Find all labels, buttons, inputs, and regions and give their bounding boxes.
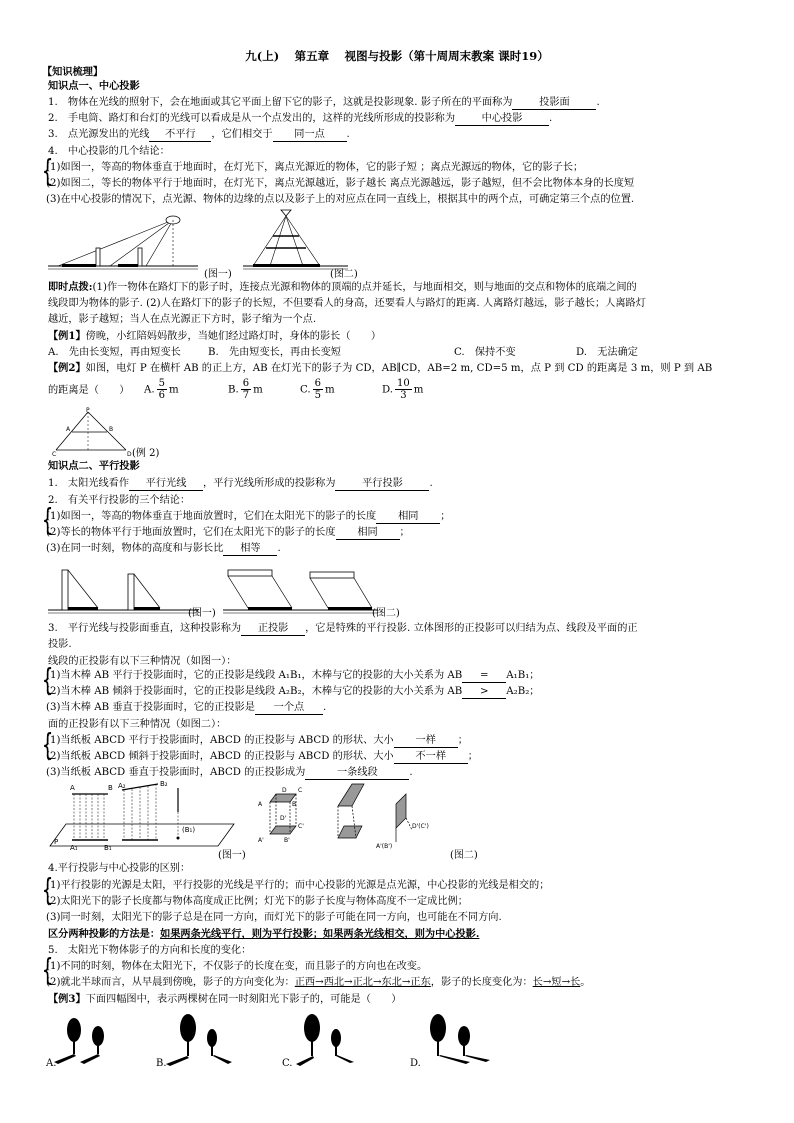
denominator: 6 (158, 390, 165, 401)
answer-blank: 一条线段 (305, 766, 409, 780)
tree-option-d-label: D. (410, 1058, 421, 1069)
kp1-item-4: 4. 中心投影的几个结论： (48, 146, 170, 157)
example-2-question-end: 的距离是（ ） (48, 385, 130, 396)
answer-blank: = (462, 669, 506, 683)
answer-blank: 正投影 (241, 622, 305, 636)
point-label: B (292, 801, 297, 808)
figure-two-caption: (图二) (450, 850, 478, 861)
text: ，影子的长度变化为： (430, 977, 533, 988)
tip-line-2: 线段即为物体的影子. (2)人在路灯下的影子的长短，不但要看人的身高，还要看人与路灯的距离. 人离路灯越远，影子越长；人离路灯 (48, 298, 646, 309)
text: (2)当木棒 AB 倾斜于投影面时，它的正投影是线段 A₂B₂，木棒与它的投影的大小关系为 AB (46, 686, 463, 697)
face-projection-figure (256, 780, 436, 852)
difference-2: (2)太阳光下的影子长度都与物体高度成正比例；灯光下的影子长度与物体高度不一定成比例； (46, 896, 468, 907)
direction-answer: 正西→西北→正北→东北→正东 (294, 977, 431, 988)
text: (3)当纸板 ABCD 垂直于投影面时，ABCD 的正投影成为 (46, 767, 306, 778)
face-title: 面的正投影有以下三种情况（如图二）： (48, 719, 227, 730)
fraction (157, 378, 167, 401)
kp1-item-2 (48, 112, 552, 126)
segment-case-2 (46, 685, 539, 699)
tree-option-c-label: C. (282, 1058, 293, 1069)
punct: ； (440, 511, 451, 522)
point-label: D' (280, 815, 287, 822)
punct: . (596, 97, 600, 108)
text: ，它是特殊的平行投影. 立体图形的正投影可以归结为点、线段及平面的正 (305, 623, 638, 634)
brace-icon: { (41, 953, 54, 988)
point-label: C' (298, 823, 304, 830)
point-label: A' (258, 837, 264, 844)
answer-blank: 平行投影 (335, 477, 429, 491)
kp1-item-1-text: 1. 物体在光线的照射下，会在地面或其它平面上留下它的影子，这就是投影现象. 影子所在的平面称为 (48, 97, 513, 108)
text: (1)当纸板 ABCD 平行于投影面时，ABCD 的正投影与 ABCD 的形状、大小 (46, 735, 394, 746)
length-answer: 长→短→长 (532, 977, 581, 988)
punct: . (322, 702, 327, 713)
figure-two-caption: (图二) (330, 269, 358, 280)
parallel-projection-figures (48, 560, 408, 616)
parallel-conclusion-2 (46, 526, 410, 540)
tree-option-c (296, 1014, 354, 1066)
tip-line-1 (48, 281, 637, 294)
example-2-text: 如图，电灯 P 在横杆 AB 的正上方，AB 在灯光下的影子为 CD，AB∥CD，AB=2 m, CD=5 m，点 P 到 CD 的距离是 3 m，则 P 到 AB (85, 363, 713, 374)
tree-option-a (54, 1018, 104, 1064)
option-letter: B. (228, 384, 239, 396)
kp2-item-1 (48, 477, 433, 491)
option-a: A. 先由长变短，再由短变长 (48, 347, 181, 358)
section-header: 【知识梳理】 (42, 66, 104, 78)
numerator: 6 (314, 378, 322, 389)
brace-icon: { (41, 154, 54, 189)
answer-blank: 中心投影 (455, 112, 549, 126)
text: A₁B₁； (506, 670, 540, 681)
face-case-3 (46, 766, 413, 780)
numerator: 10 (397, 378, 410, 389)
answer-blank: 相等 (223, 542, 277, 556)
answer-blank: 一样 (394, 734, 458, 748)
option-c (300, 378, 335, 401)
segment-case-1 (46, 669, 539, 683)
numerator: 6 (242, 378, 250, 389)
punct: . (277, 543, 281, 554)
example-1-label: 【例1】 (48, 330, 86, 342)
point-label: P (54, 838, 59, 846)
point-label: B₂ (160, 780, 168, 788)
point-label: B (109, 426, 114, 433)
option-b (228, 378, 263, 401)
point-label: C (298, 787, 303, 794)
point-label: C (52, 451, 57, 456)
figure-one-drawing (48, 216, 198, 269)
punct: . (429, 478, 433, 489)
punct: . (409, 767, 413, 778)
brace-icon: { (41, 503, 54, 538)
point-label: A (70, 784, 75, 792)
figure-one-drawing (48, 570, 198, 613)
point-label: A (258, 801, 263, 808)
option-letter: C. (300, 384, 311, 396)
text: A₂B₂； (506, 686, 540, 697)
segment-title: 线段的正投影有以下三种情况（如图一）： (48, 656, 237, 667)
answer-blank: 同一点 (273, 128, 347, 142)
example-3-label: 【例3】 (48, 993, 86, 1005)
answer-blank: 平行光线 (129, 477, 203, 491)
point-label: D (282, 787, 287, 794)
point-label: A (66, 426, 71, 433)
point-label: B₁ (104, 844, 112, 852)
kp2-item-1-text: 1. 太阳光线看作 (48, 478, 130, 489)
punct: 。 (580, 977, 591, 988)
brace-icon: { (41, 663, 54, 698)
figure-two-drawing (243, 210, 348, 269)
point-label: B' (284, 837, 290, 844)
conclusion-1: (1)如图一，等高的物体垂直于地面时，在灯光下，离点光源近的物体，它的影子短 ；离点光源远的物体，它的影子长； (46, 162, 584, 173)
option-d (382, 378, 423, 401)
punct: . (549, 113, 553, 124)
point-label: A'(B') (376, 843, 393, 850)
fraction (241, 378, 251, 401)
brace-icon: { (41, 873, 54, 908)
conclusion-3: (3)在中心投影的情况下，点光源、物体的边缘的点以及影子上的对应点在同一直线上，根据其中的两个点，可确定第三个点的位置. (46, 194, 635, 205)
text: (3)当木棒 AB 垂直于投影面时，它的正投影是 (46, 702, 255, 713)
example-2-figure (52, 406, 142, 456)
kp1-item-3-text: 3. 点光源发出的光线 (48, 129, 150, 140)
punct: ； (399, 527, 410, 538)
parallel-conclusion-1 (46, 510, 450, 524)
kp2-title: 知识点二、平行投影 (48, 460, 140, 472)
face-case-2 (46, 750, 478, 764)
text: 3. 平行光线与投影面垂直，这种投影称为 (48, 623, 242, 634)
kp2-item-4: 4.平行投影与中心投影的区别： (48, 863, 191, 874)
point-label: A₂ (118, 782, 126, 790)
punct: ； (457, 735, 468, 746)
distinguish-text: 如果两条光线平行，则为平行投影；如果两条光线相交，则为中心投影. (160, 928, 480, 940)
distinguish-method (48, 928, 479, 941)
answer-blank: 一个点 (255, 701, 323, 715)
tip-label: 即时点拨: (48, 281, 93, 293)
kp1-item-1 (48, 96, 600, 110)
option-letter: A. (144, 384, 155, 396)
tree-option-b-label: B. (156, 1058, 167, 1069)
answer-blank: 相同 (376, 510, 440, 524)
point-label: (B₁) (182, 826, 196, 834)
conclusion-2: (2)如图二，等长的物体平行于地面时，在灯光下，离点光源越近，影子越长 离点光源越远，影子越短，但不会比物体本身的长度短 (46, 178, 635, 189)
point-label: D'(C') (412, 823, 429, 830)
kp1-item-3 (48, 128, 350, 142)
page-title: 九(上) 第五章 视图与投影（第十周周末教案 课时19） (245, 49, 549, 63)
kp1-title: 知识点一、中心投影 (48, 80, 140, 92)
kp1-item-3-mid: ，它们相交于 (211, 129, 273, 140)
figure-one-caption: (图一) (218, 850, 246, 861)
kp2-item-2: 2. 有关平行投影的三个结论： (48, 495, 191, 506)
kp2-item-3-cont: 投影. (48, 639, 72, 650)
point-label: B (108, 784, 113, 792)
figure-one-caption: (图一) (188, 608, 216, 619)
punct: ； (467, 751, 478, 762)
text: (1)如图一，等高的物体垂直于地面放置时，它们在太阳光下的影子的长度 (46, 511, 377, 522)
example-3-text: 下面四幅图中，表示两棵树在同一时刻阳光下影子的，可能是（ ） (85, 994, 402, 1005)
brace-icon: { (41, 728, 54, 763)
example-3 (48, 993, 401, 1006)
figure-two-drawing (223, 570, 378, 613)
difference-3: (3)同一时刻，太阳光下的影子总是在同一方向，而灯光下的影子可能在同一方向，也可能在不同方向. (46, 912, 502, 923)
answer-blank: 投影面 (512, 96, 596, 110)
parallel-conclusion-3 (46, 542, 281, 556)
denominator: 7 (242, 390, 250, 401)
example-1 (48, 330, 381, 343)
face-case-1 (46, 734, 468, 748)
fraction (313, 378, 323, 401)
difference-1: (1)平行投影的光源是太阳，平行投影的光线是平行的；而中心投影的光源是点光源，中心投影的光线是相交的； (46, 880, 550, 891)
text: (3)在同一时刻，物体的高度和与影长比 (46, 543, 224, 554)
text: (2)等长的物体平行于地面放置时，它们在太阳光下的影子的长度 (46, 527, 336, 538)
example-1-text: 傍晚，小红陪妈妈散步，当她们经过路灯时，身体的影长（ ） (85, 331, 382, 342)
point-label: A₁ (70, 844, 78, 852)
kp1-item-2-text: 2. 手电筒、路灯和台灯的光线可以看成是从一个点发出的，这样的光线所形成的投影称为 (48, 113, 456, 124)
text: (2)当纸板 ABCD 倾斜于投影面时，ABCD 的正投影与 ABCD 的形状、大小 (46, 751, 394, 762)
sun-change-2 (46, 976, 590, 989)
unit: m (325, 384, 335, 396)
answer-blank: 不平行 (149, 128, 211, 142)
tree-option-b (166, 1014, 232, 1066)
text: (1)当木棒 AB 平行于投影面时，它的正投影是线段 A₁B₁，木棒与它的投影的大小关系为 AB (46, 670, 463, 681)
example-2-caption: (例 2) (132, 448, 160, 459)
fraction (395, 378, 412, 401)
denominator: 3 (400, 390, 407, 401)
segment-case-3 (46, 701, 326, 715)
unit: m (168, 384, 179, 396)
figure-two-caption: (图二) (372, 608, 400, 619)
punct: . (346, 129, 350, 140)
kp2-item-5: 5. 太阳光下物体影子的方向和长度的变化： (48, 945, 252, 956)
option-c: C. 保持不变 (454, 347, 516, 358)
tree-option-d (430, 1014, 490, 1064)
text: (2)就北半球而言，从早晨到傍晚，影子的方向变化为： (46, 977, 295, 988)
point-label: P (86, 407, 90, 414)
segment-projection-figure (46, 780, 246, 852)
option-b: B. 先由短变长，再由长变短 (208, 347, 341, 358)
figure-one-caption: (图一) (204, 269, 232, 280)
option-letter: D. (382, 384, 394, 396)
option-d: D. 无法确定 (576, 347, 638, 358)
tree-option-a-label: A. (46, 1058, 57, 1069)
example-2 (48, 362, 712, 375)
answer-blank: > (462, 685, 506, 699)
distinguish-label: 区分两种投影的方法是： (48, 928, 161, 940)
denominator: 5 (314, 390, 322, 401)
point-label: D (127, 451, 132, 456)
kp2-item-1-mid: ，平行光线所形成的投影称为 (203, 478, 336, 489)
sun-change-1: (1)不同的时刻，物体在太阳光下，不仅影子的长度在变，而且影子的方向也在改变。 (46, 961, 428, 972)
numerator: 5 (158, 378, 165, 389)
kp2-item-3 (48, 622, 638, 636)
answer-blank: 不一样 (394, 750, 468, 764)
tip-line-3: 越近，影子越短；当人在点光源正下方时，影子缩为一个点. (48, 314, 317, 325)
unit: m (413, 384, 424, 396)
example-3-tree-figures (46, 1010, 546, 1070)
example-2-label: 【例2】 (48, 362, 86, 374)
option-a (144, 378, 179, 401)
unit: m (253, 384, 263, 396)
answer-blank: 相同 (336, 526, 400, 540)
tip-text-1: (1)作一物体在路灯下的影子时，连接点光源和物体的顶端的点并延长，与地面相交，则与地面的交点和物体的底端之间的 (92, 282, 637, 293)
